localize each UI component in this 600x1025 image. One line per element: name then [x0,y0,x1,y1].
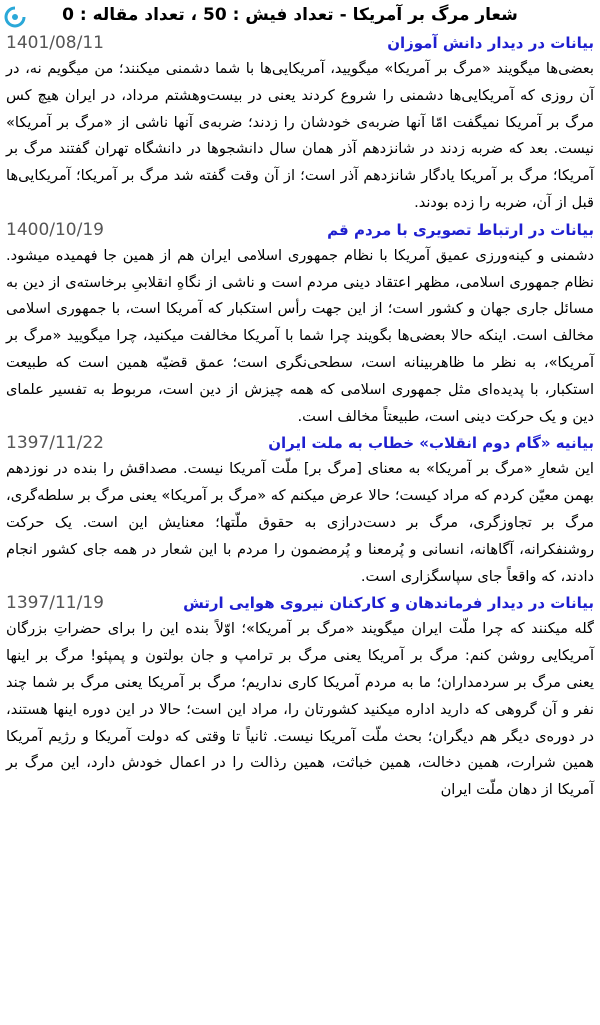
section-title[interactable]: بیانات در دیدار دانش آموزان [387,34,594,52]
section-date: 1397/11/22 [6,433,104,454]
section-title[interactable]: بیانات در ارتباط تصویری با مردم قم [327,220,594,239]
section-2 [0,217,600,431]
section-body: گله میکنند که چرا ملّت ایران میگویند «مرگ بر آمریکا»؛ اوّلاً بنده این را برای حضراتِ بزرگان آمریکایی روشن کنم: مرگ بر آمریکا یعنی مرگ بر ترامپ و جان بولتون و پمپئو! مرگ بر اینها یعنی مرگ بر سردمداران؛ ما به مردم آمریکا کاری نداریم؛ مرگ بر آمریکا یعنی مرگ بر شما چند نفر و آن گروهی که دارید اداره میکنید کشورتان را، مراد این است؛ حالا در این دوره اینها هستند، در دوره‌ی دیگر هم دیگران؛ بحث ملّت آمریکا نیست. ثانیاً تا وقتی که دولت آمریکا و رژیم آمریکا همین شرارت، همین دخالت، همین خباثت، همین رذالت را در اعمال خودش دارد، این مرگ بر آمریکا از دهان ملّت ایران [6,620,594,799]
section-body: این شعارِ «مرگ بر آمریکا» به معنای [مرگ بر] ملّت آمریکا نیست. مصداقش را بنده در نوزدهم بهمن معیّن کردم که مراد کیست؛ حالا عرض میکنم که «مرگ بر آمریکا» یعنی مرگ بر سلطه‌گری، مرگ بر تجاوزگری، مرگ بر دست‌درازی به حقوق ملّتها؛ معنایش این است. یک حرکت روشنفکرانه، آگاهانه، انسانی و پُرمعنا و پُرمضمون را مردم با این شعار در همه جای کشور انجام دادند، که واقعاً جای سپاسگزاری است. [6,460,594,585]
section-body: دشمنی و کینه‌ورزی عمیق آمریکا با نظام جمهوری اسلامی ایران هم از همین جا فهمیده میشود. نظام جمهوری اسلامی، مظهر اعتقاد دینی مردم است و ناشی از نگاهِ انقلابیِ برخاسته‌ی از دین به مسائل جاری جهان و کشور است؛ از این جهت رأس استکبار که آمریکا است، با جمهوری اسلامی مخالف است. اینکه حالا بعضی‌ها بگویند چرا شما با آمریکا مخالفت میکنید، چرا میگویید «مرگ بر آمریکا»، به نظر ما ظاهربینانه است، سطحی‌نگری است؛ عمق قضیّه همین است که طبیعت استکبار، با پدیده‌ای مثل جمهوری اسلامی که همه چیزش از دین است، مربوط به تفسیر علمای دین و یک حرکت دینی است، طبیعتاً مخالف است. [6,246,594,425]
section-date: 1397/11/19 [6,593,104,614]
section-heading [6,590,594,616]
section-heading [6,217,594,243]
section-4 [0,590,600,804]
section-1 [0,30,600,217]
section-title[interactable]: بیانیه «گام دوم انقلاب» خطاب به ملت ایران [268,434,594,453]
section-body: بعضی‌ها میگویند «مرگ بر آمریکا» میگویید، آمریکایی‌ها با شما دشمنی میکنند؛ من میگویم نه، در آن روزی که آمریکایی‌ها دشمنی را شروع کردند یعنی در بیست‌وهشتم مرداد، در ایران هیچ کس مرگ بر آمریکا نمیگفت امّا آنها ضربه‌ی خودشان را زدند؛ ضربه‌ی آنها ناشی از «مرگ بر آمریکا» نیست. بعد که ضربه زدند در شانزدهم آذر همان سال دانشجوها در دانشگاه تهران گفتند مرگ بر آمریکا؛ مرگ بر آمریکا یادگار شانزدهم آذر است؛ از آن وقت گفته شد مرگ بر آمریکا؛ آمریکایی‌ها قبل از آن، ضربه را زده بودند. [6,60,594,211]
page-header: شعار مرگ بر آمریکا - تعداد فیش : 50 ، تعداد مقاله : 0 [62,5,518,25]
section-heading [6,30,594,56]
logo-icon [4,6,26,28]
section-3 [0,430,600,590]
section-heading [6,430,594,456]
section-date: 1400/10/19 [6,219,104,240]
section-date: 1401/08/11 [6,33,104,53]
section-title[interactable]: بیانات در دیدار فرماندهان و کارکنان نیروی هوایی ارتش [183,594,594,613]
